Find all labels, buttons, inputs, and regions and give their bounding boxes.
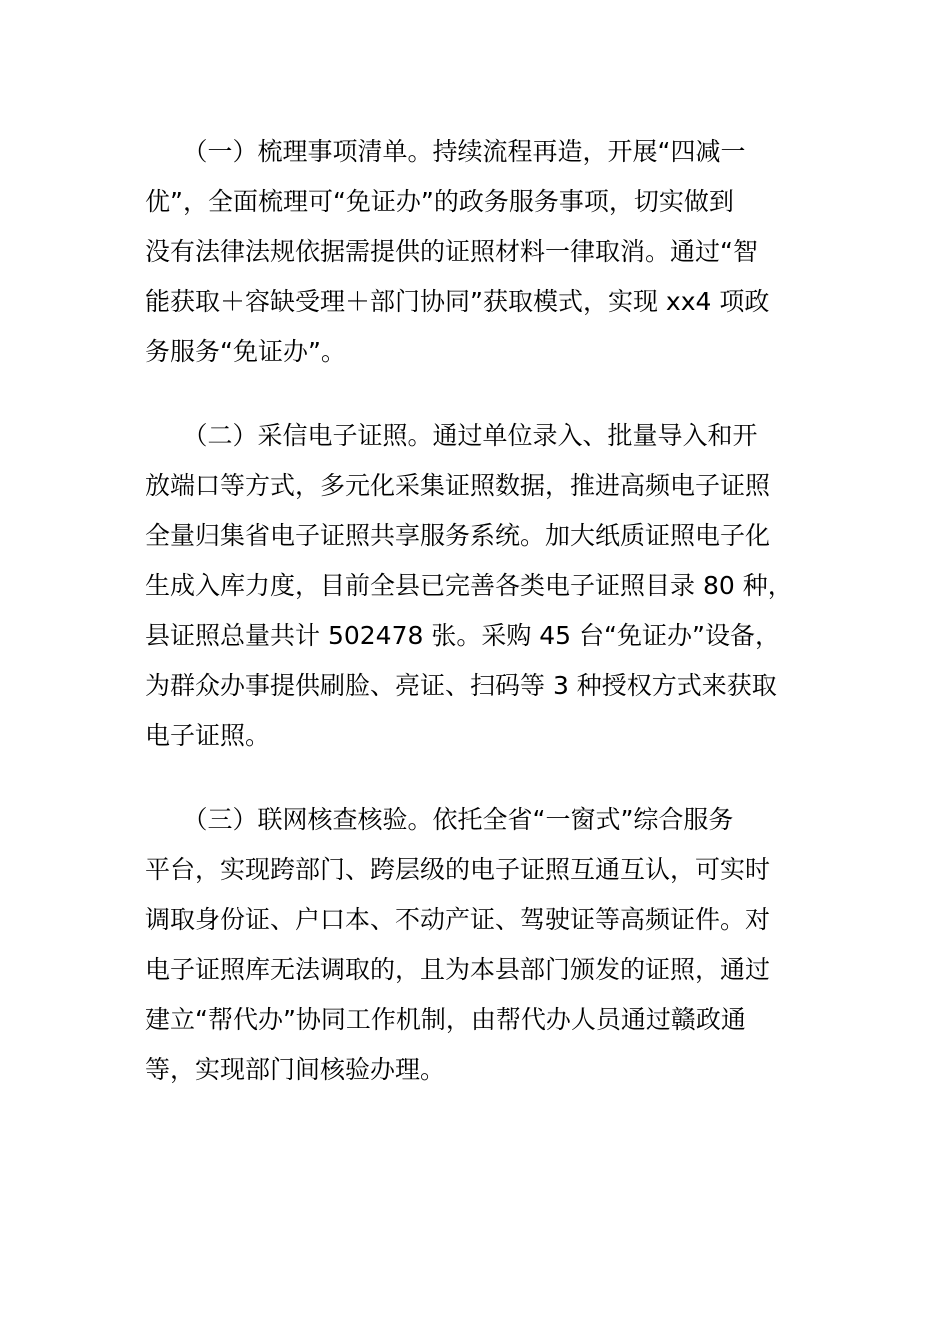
paragraph-line: 调取身份证、户口本、不动产证、驾驶证等高频证件。对 xyxy=(145,905,771,934)
paragraph-line: （一）梳理事项清单。持续流程再造，开展“四减一 xyxy=(145,137,746,166)
paragraph-line: （三）联网核查核验。依托全省“一窗式”综合服务 xyxy=(145,805,734,834)
paragraph-line: （二）采信电子证照。通过单位录入、批量导入和开 xyxy=(145,421,758,450)
paragraph-line: 等，实现部门间核验办理。 xyxy=(145,1055,446,1084)
paragraph-line: 电子证照库无法调取的，且为本县部门颁发的证照，通过 xyxy=(145,955,771,984)
paragraph-2 xyxy=(145,411,805,761)
paragraph-3 xyxy=(145,795,805,1095)
paragraph-1 xyxy=(145,127,805,377)
paragraph-line: 为群众办事提供刷脸、亮证、扫码等 3 种授权方式来获取 xyxy=(145,671,777,700)
paragraph-line: 务服务“免证办”。 xyxy=(145,337,346,366)
paragraph-line: 能获取＋容缺受理＋部门协同”获取模式，实现 xx4 项政 xyxy=(145,287,770,316)
paragraph-line: 生成入库力度，目前全县已完善各类电子证照目录 80 种， xyxy=(145,571,793,600)
paragraph-line: 全量归集省电子证照共享服务系统。加大纸质证照电子化 xyxy=(145,521,771,550)
paragraph-line: 县证照总量共计 502478 张。采购 45 台“免证办”设备， xyxy=(145,621,780,650)
paragraph-line: 放端口等方式，多元化采集证照数据，推进高频电子证照 xyxy=(145,471,771,500)
paragraph-line: 电子证照。 xyxy=(145,721,271,750)
paragraph-line: 优”，全面梳理可“免证办”的政务服务事项，切实做到 xyxy=(145,187,734,216)
paragraph-line: 平台，实现跨部门、跨层级的电子证照互通互认，可实时 xyxy=(145,855,771,884)
paragraph-line: 建立“帮代办”协同工作机制，由帮代办人员通过赣政通 xyxy=(145,1005,746,1034)
paragraph-line: 没有法律法规依据需提供的证照材料一律取消。通过“智 xyxy=(145,237,758,266)
